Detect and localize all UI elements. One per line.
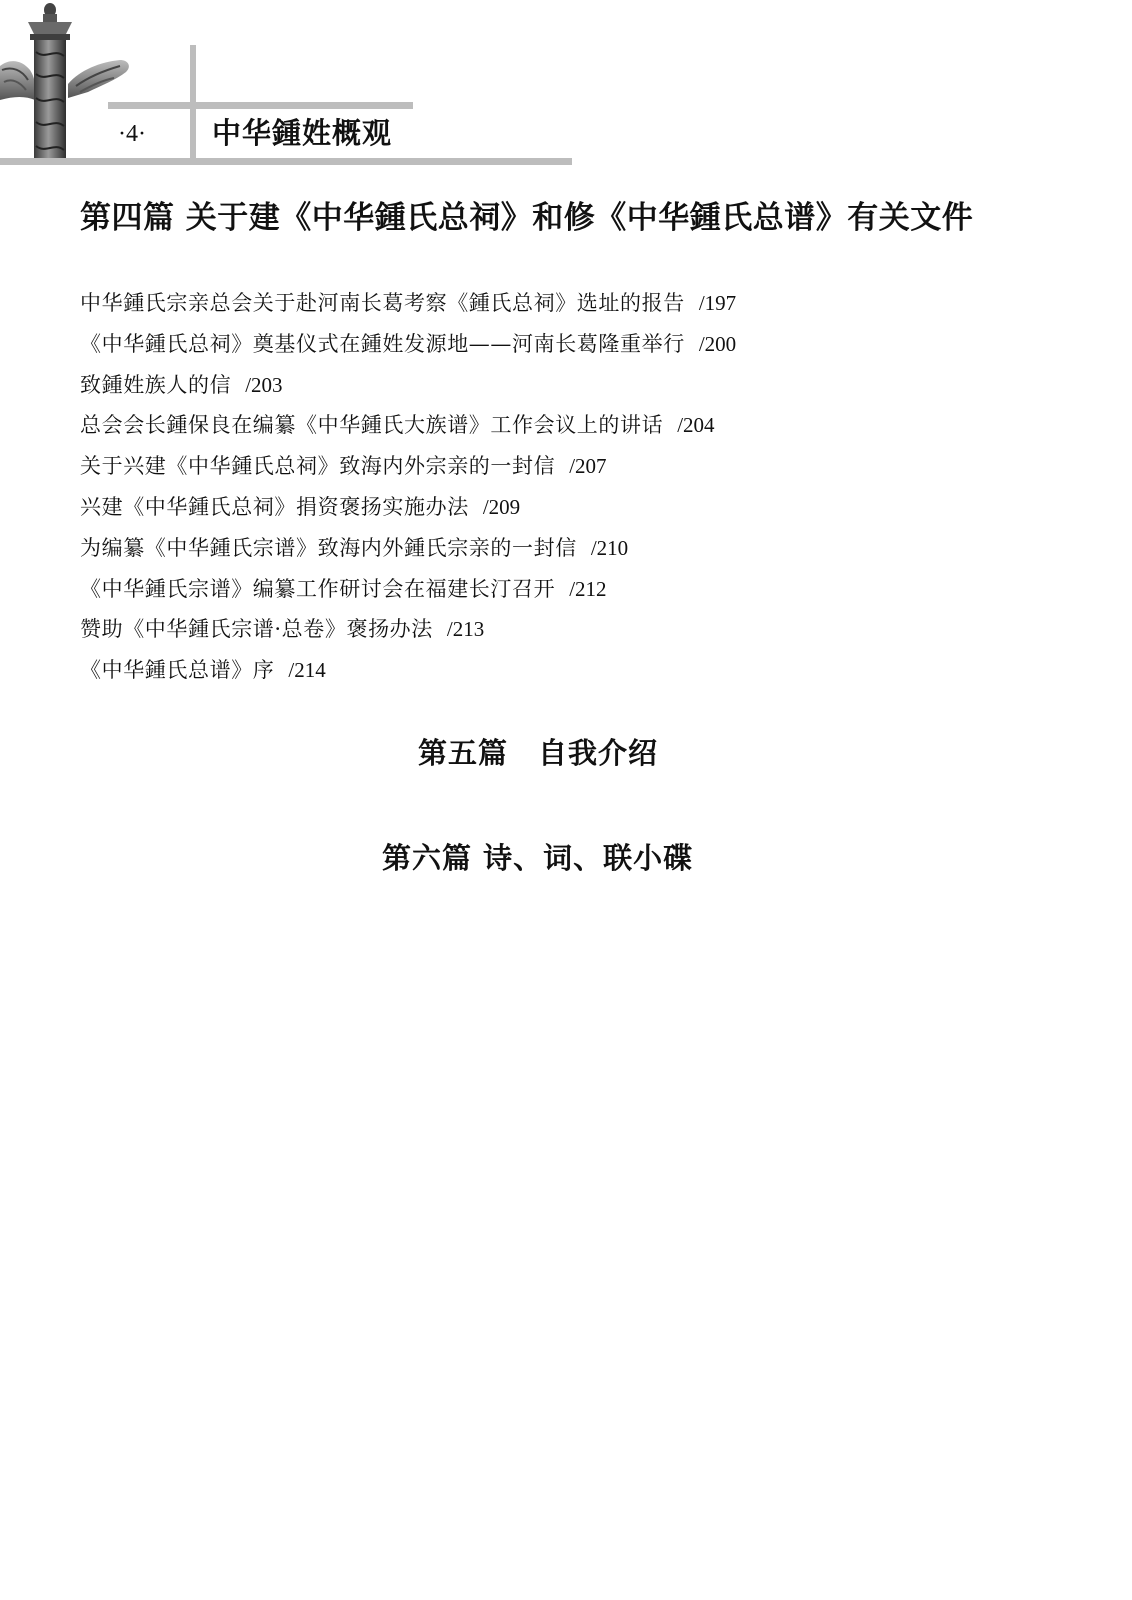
page-header [0, 0, 580, 170]
toc-entry [80, 657, 736, 698]
toc-entry [80, 412, 736, 453]
toc-entry-page: /209 [482, 494, 521, 519]
toc-entry-text: 总会会长鍾保良在编纂《中华鍾氏大族谱》工作会议上的讲话 [80, 413, 664, 438]
part-four-title: 第四篇 关于建《中华鍾氏总祠》和修《中华鍾氏总谱》有关文件 [80, 200, 974, 236]
toc-entry-page: /207 [569, 454, 607, 479]
header-rule-top [108, 102, 413, 109]
toc-list [80, 290, 736, 698]
toc-entry [80, 616, 736, 657]
toc-entry-text: 致鍾姓族人的信 [80, 372, 232, 397]
toc-entry-text: 中华鍾氏宗亲总会关于赴河南长葛考察《鍾氏总祠》选址的报告 [80, 291, 685, 315]
toc-entry-page: /197 [698, 291, 737, 315]
header-rule-bottom [0, 158, 572, 165]
part-six-title: 第六篇 诗、词、联小碟 [382, 841, 694, 875]
toc-entry-page: /213 [446, 617, 485, 642]
toc-entry-text: 《中华鍾氏宗谱》编纂工作研讨会在福建长汀召开 [80, 576, 556, 601]
header-rule-vertical [190, 45, 196, 160]
toc-entry-text: 《中华鍾氏总祠》奠基仪式在鍾姓发源地——河南长葛隆重举行 [80, 331, 685, 356]
toc-entry-text: 为编纂《中华鍾氏宗谱》致海内外鍾氏宗亲的一封信 [80, 535, 577, 560]
toc-entry-page: /214 [288, 658, 326, 683]
toc-entry-page: /204 [677, 413, 715, 438]
toc-entry-text: 兴建《中华鍾氏总祠》捐资褒扬实施办法 [80, 494, 469, 519]
toc-entry [80, 453, 736, 494]
toc-entry-page: /210 [590, 535, 629, 560]
toc-entry [80, 535, 736, 576]
toc-entry [80, 290, 736, 331]
running-title: 中华鍾姓概观 [212, 116, 393, 150]
part-five-title: 第五篇 自我介绍 [418, 736, 659, 770]
toc-entry-text: 关于兴建《中华鍾氏总祠》致海内外宗亲的一封信 [80, 454, 556, 479]
toc-entry-page: /203 [245, 372, 283, 397]
toc-entry [80, 576, 736, 617]
toc-entry [80, 331, 736, 372]
toc-entry [80, 372, 736, 413]
toc-entry [80, 494, 736, 535]
toc-entry-page: /212 [569, 576, 607, 601]
toc-entry-text: 《中华鍾氏总谱》序 [80, 658, 275, 683]
page-number: ·4· [118, 121, 146, 147]
toc-entry-text: 赞助《中华鍾氏宗谱·总卷》褒扬办法 [80, 617, 433, 642]
toc-entry-page: /200 [698, 331, 737, 356]
